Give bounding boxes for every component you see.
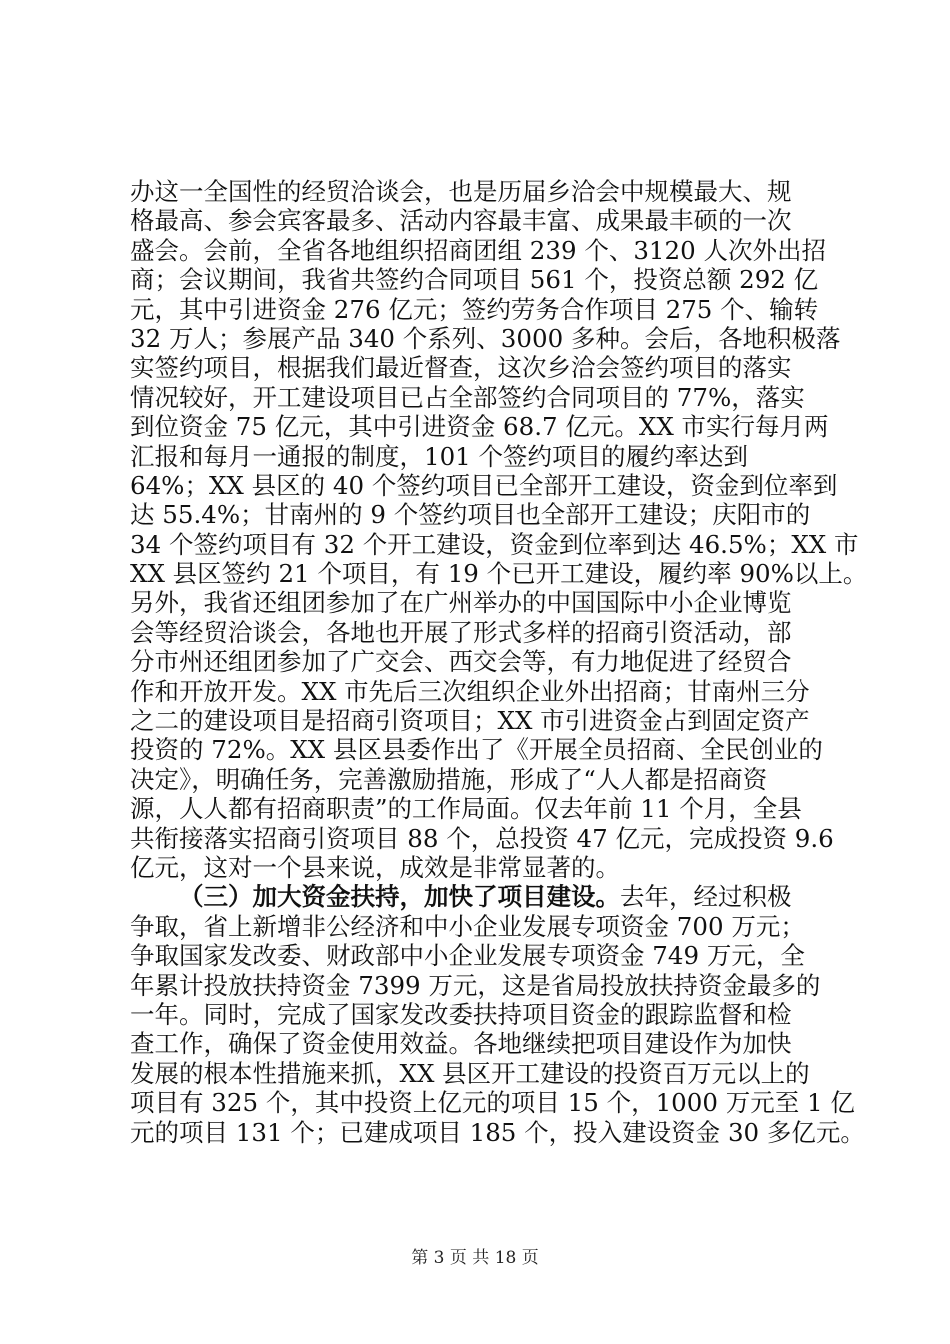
text-line: 一年。同时，完成了国家发改委扶持项目资金的跟踪监督和检 bbox=[130, 999, 792, 1029]
text-line: 元，其中引进资金 276 亿元；签约劳务合作项目 275 个、输转 bbox=[130, 294, 819, 324]
text-line: 作和开放开发。XX 市先后三次组织企业外出招商；甘南州三分 bbox=[130, 676, 810, 706]
text-line: 发展的根本性措施来抓，XX 县区开工建设的投资百万元以上的 bbox=[130, 1058, 810, 1088]
section-heading: （三）加大资金扶持，加快了项目建设。 bbox=[179, 882, 620, 912]
text-line: 盛会。会前，全省各地组织招商团组 239 个、3120 人次外出招 bbox=[130, 235, 826, 265]
page-footer: 第 3 页 共 18 页 bbox=[411, 1248, 539, 1268]
text-line: 争取，省上新增非公经济和中小企业发展专项资金 700 万元； bbox=[130, 911, 805, 941]
text-line: XX 县区签约 21 个项目，有 19 个已开工建设，履约率 90%以上。 bbox=[130, 559, 868, 589]
text-line: 会等经贸洽谈会，各地也开展了形式多样的招商引资活动，部 bbox=[130, 617, 792, 647]
text-line: 办这一全国性的经贸洽谈会，也是历届乡洽会中规模最大、规 bbox=[130, 177, 792, 206]
text-line: 64%；XX 县区的 40 个签约项目已全部开工建设，资金到位率到 bbox=[130, 470, 838, 500]
text-line: 决定》，明确任务，完善激励措施，形成了“人人都是招商资 bbox=[130, 764, 768, 794]
text-line: 项目有 325 个，其中投资上亿元的项目 15 个，1000 万元至 1 亿 bbox=[130, 1088, 855, 1118]
text-line: 亿元，这对一个县来说，成效是非常显著的。 bbox=[130, 852, 620, 882]
text-line: 共衔接落实招商引资项目 88 个，总投资 47 亿元，完成投资 9.6 bbox=[130, 823, 834, 853]
section-first-line-rest: 去年，经过积极 bbox=[620, 882, 792, 912]
text-line: 到位资金 75 亿元，其中引进资金 68.7 亿元。XX 市实行每月两 bbox=[130, 412, 829, 442]
text-line: 另外，我省还组团参加了在广州举办的中国国际中小企业博览 bbox=[130, 588, 792, 618]
text-line: 格最高、参会宾客最多、活动内容最丰富、成果最丰硕的一次 bbox=[130, 206, 792, 236]
text-line: 元的项目 131 个；已建成项目 185 个，投入建设资金 30 多亿元。 bbox=[130, 1117, 865, 1147]
section-first-line bbox=[130, 882, 850, 911]
text-line: 源，人人都有招商职责”的工作局面。仅去年前 11 个月，全县 bbox=[130, 794, 802, 824]
text-line: 查工作，确保了资金使用效益。各地继续把项目建设作为加快 bbox=[130, 1029, 792, 1059]
text-line: 争取国家发改委、财政部中小企业发展专项资金 749 万元，全 bbox=[130, 941, 805, 971]
text-line: 汇报和每月一通报的制度，101 个签约项目的履约率达到 bbox=[130, 441, 749, 471]
text-line: 实签约项目，根据我们最近督查，这次乡洽会签约项目的落实 bbox=[130, 353, 792, 383]
text-line: 投资的 72%。XX 县区县委作出了《开展全员招商、全民创业的 bbox=[130, 735, 823, 765]
document-body bbox=[130, 177, 868, 1147]
text-line: 之二的建设项目是招商引资项目；XX 市引进资金占到固定资产 bbox=[130, 706, 810, 736]
text-line: 34 个签约项目有 32 个开工建设，资金到位率到达 46.5%；XX 市 bbox=[130, 529, 859, 559]
text-line: 年累计投放扶持资金 7399 万元，这是省局投放扶持资金最多的 bbox=[130, 970, 821, 1000]
text-line: 分市州还组团参加了广交会、西交会等，有力地促进了经贸合 bbox=[130, 647, 792, 677]
text-line: 32 万人；参展产品 340 个系列、3000 多种。会后，各地积极落 bbox=[130, 323, 841, 353]
text-line: 情况较好，开工建设项目已占全部签约合同项目的 77%，落实 bbox=[130, 382, 805, 412]
text-line: 商；会议期间，我省共签约合同项目 561 个，投资总额 292 亿 bbox=[130, 265, 819, 295]
text-line: 达 55.4%；甘南州的 9 个签约项目也全部开工建设；庆阳市的 bbox=[130, 500, 811, 530]
